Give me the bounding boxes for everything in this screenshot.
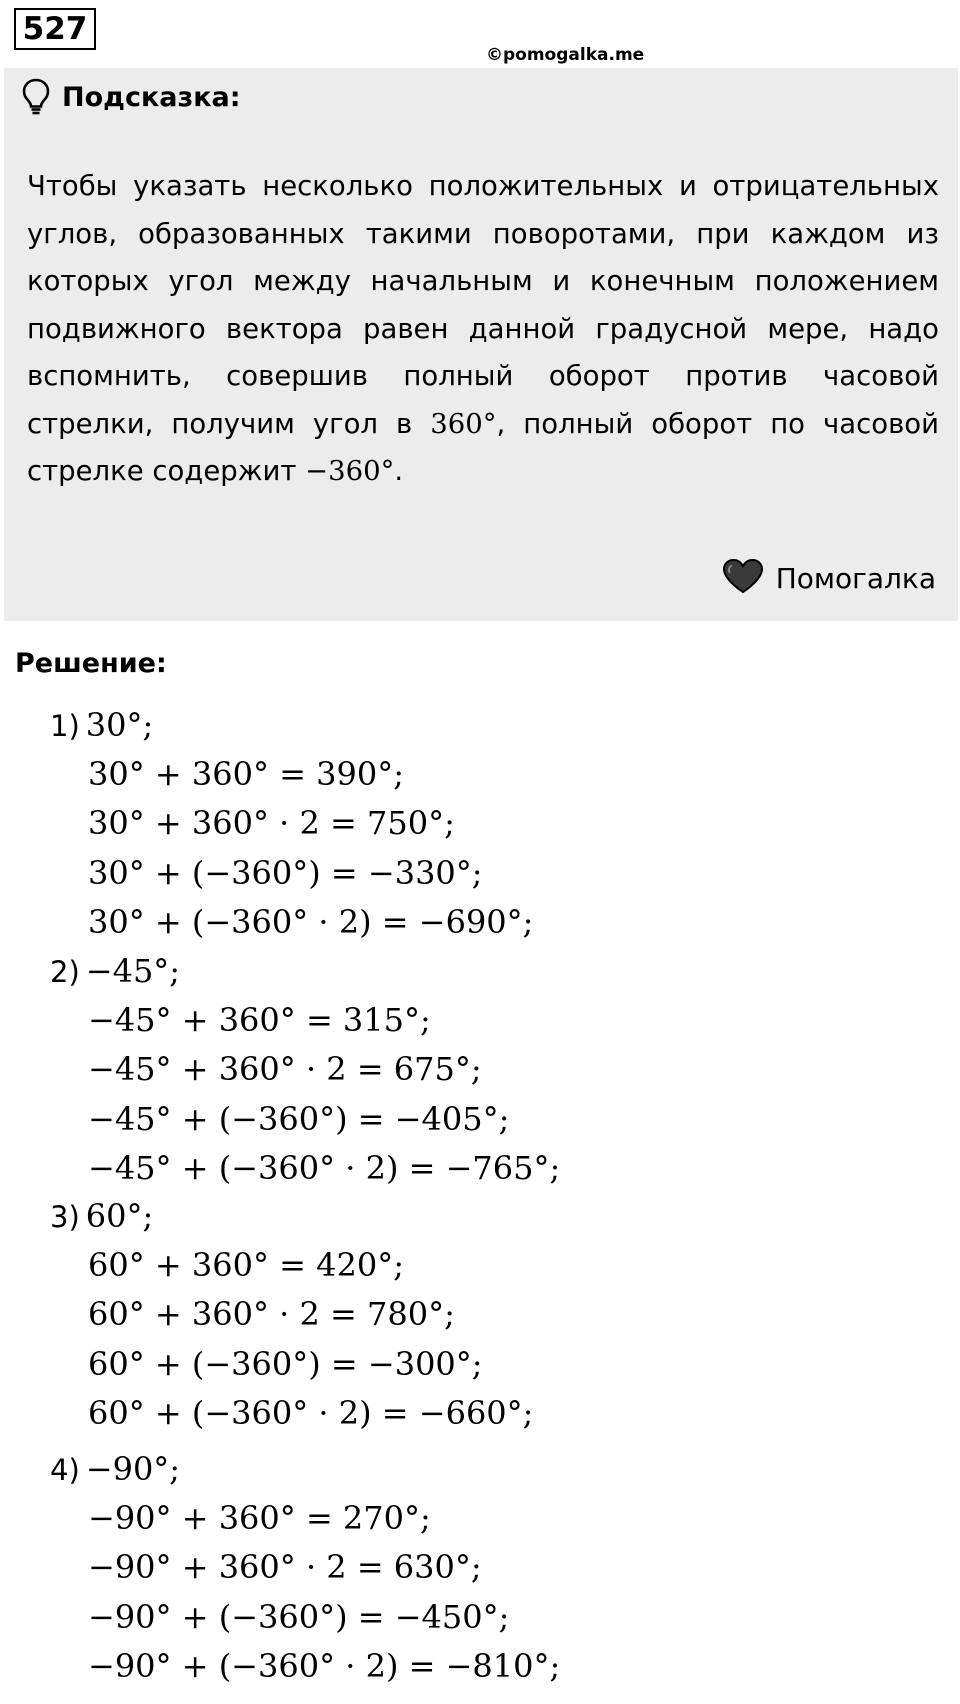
- solution-item-number: 4): [50, 1453, 80, 1487]
- hint-title: Подсказка:: [62, 81, 241, 113]
- solution-equation: [88, 1245, 404, 1285]
- watermark: ©pomogalka.me: [486, 45, 645, 65]
- brand-label: Помогалка: [775, 561, 936, 595]
- solution-item-number: 1): [50, 709, 80, 743]
- solution-equation: [88, 1294, 455, 1334]
- solution-angle: −90°;: [85, 1450, 181, 1488]
- solution-item-4: [50, 1449, 180, 1490]
- hint-header: [22, 78, 241, 116]
- solution-angle: 30°;: [85, 706, 154, 744]
- solution-expression: −45° + (−360° · 2) = −765°;: [88, 1148, 561, 1187]
- solution-item-2: [50, 951, 180, 992]
- hint-math-minus-360: −360°: [305, 455, 395, 487]
- solution-equation: [88, 803, 455, 843]
- task-number: 527: [14, 8, 96, 50]
- lightbulb-icon: [22, 78, 50, 116]
- heart-icon: [722, 558, 764, 598]
- solution-expression: −90° + (−360°) = −450°;: [88, 1597, 510, 1636]
- solution-expression: −45° + 360° · 2 = 675°;: [88, 1050, 482, 1089]
- solution-expression: −90° + 360° · 2 = 630°;: [88, 1548, 482, 1587]
- solution-item-number: 2): [50, 955, 80, 989]
- solution-equation: [88, 1547, 482, 1587]
- hint-text-part-2: , полный оборот по часовой стрелке содержит: [27, 407, 939, 487]
- hint-text: [27, 163, 939, 496]
- solution-equation: [88, 1000, 431, 1040]
- solution-expression: −90° + 360° = 270°;: [88, 1499, 431, 1538]
- solution-equation: [88, 1099, 509, 1139]
- solution-expression: 30° + (−360° · 2) = −690°;: [88, 902, 534, 941]
- solution-title: Решение:: [15, 648, 167, 679]
- hint-text-part-3: .: [394, 455, 404, 487]
- solution-equation: [88, 1498, 431, 1538]
- solution-expression: 60° + 360° = 420°;: [88, 1246, 404, 1285]
- solution-item-1: [50, 705, 153, 746]
- solution-item-3: [50, 1196, 153, 1237]
- solution-angle: 60°;: [85, 1197, 154, 1235]
- solution-expression: −90° + (−360° · 2) = −810°;: [88, 1646, 561, 1685]
- solution-angle: −45°;: [85, 952, 181, 990]
- solution-expression: 60° + 360° · 2 = 780°;: [88, 1295, 455, 1334]
- solution-expression: 60° + (−360°) = −300°;: [88, 1344, 483, 1383]
- hint-box: [4, 68, 958, 621]
- solution-expression: 60° + (−360° · 2) = −660°;: [88, 1393, 534, 1432]
- solution-equation: [88, 1597, 509, 1637]
- hint-text-part-1: Чтобы указать несколько положительных и отрицательных углов, образованных такими поворотами, при каждом из которых угол между начальным и конечным положением подвижного вектора равен данной градусной мере, надо вспомнить, совершив полный оборот против часовой стрелки, получим угол в: [27, 170, 939, 440]
- solution-equation: [88, 1344, 483, 1384]
- solution-equation: [88, 902, 533, 942]
- hint-math-360: 360°: [430, 407, 497, 440]
- solution-expression: −45° + 360° = 315°;: [88, 1001, 431, 1040]
- solution-equation: [88, 1049, 482, 1089]
- solution-expression: −45° + (−360°) = −405°;: [88, 1099, 510, 1138]
- solution-equation: [88, 1148, 560, 1188]
- solution-equation: [88, 1646, 560, 1686]
- solution-equation: [88, 1393, 533, 1433]
- solution-item-number: 3): [50, 1200, 80, 1234]
- brand: [722, 558, 936, 598]
- solution-expression: 30° + 360° = 390°;: [88, 755, 404, 794]
- solution-equation: [88, 853, 483, 893]
- solution-expression: 30° + 360° · 2 = 750°;: [88, 804, 455, 843]
- solution-expression: 30° + (−360°) = −330°;: [88, 853, 483, 892]
- solution-equation: [88, 754, 404, 794]
